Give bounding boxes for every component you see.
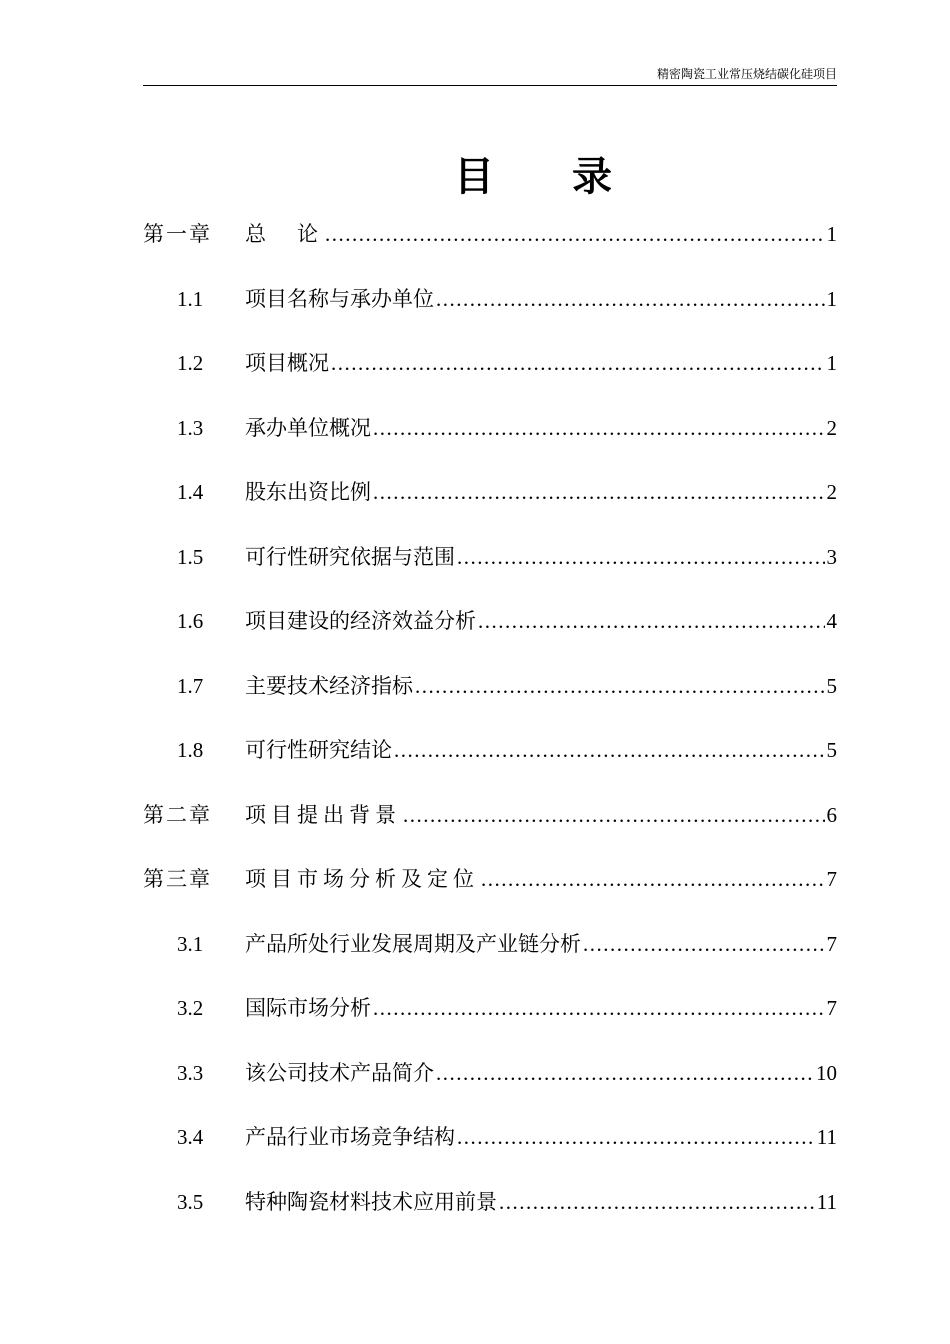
toc-entry-page: 1 [826,222,837,246]
toc-entry-number: 1.2 [177,351,204,375]
toc-entry-label: 项目名称与承办单位 [245,286,434,311]
toc-entry-label: 股东出资比例 [245,480,371,504]
toc-entry-number: 3.5 [177,1189,204,1214]
toc-title-char-1: 目 [454,153,494,200]
toc-entry[interactable] [143,267,837,332]
toc-entry[interactable] [143,654,837,719]
toc-title [0,150,950,204]
toc-entry-page: 7 [826,931,837,956]
toc-entry-label: 项目提出背景 [245,802,401,827]
toc-entry-number: 1.6 [177,609,204,633]
toc-entry[interactable] [143,976,837,1041]
toc-entry[interactable] [143,589,837,654]
toc-entry-number: 3.4 [177,1125,204,1149]
toc-entry-number: 第二章 [143,802,212,827]
toc-entry-page: 7 [826,867,837,891]
dot-leader [373,396,825,461]
running-header: 精密陶瓷工业常压烧结碳化硅项目 [143,66,837,86]
toc-entry-number: 第三章 [143,867,212,891]
toc-entry[interactable] [143,1105,837,1170]
toc-entry-number: 第一章 [143,222,212,246]
toc-entry-page: 11 [816,1189,837,1214]
toc-entry-label: 主要技术经济指标 [245,673,413,698]
toc-entry-page: 4 [826,609,837,633]
toc-entry-page: 10 [816,1060,837,1085]
toc-entry[interactable] [143,847,837,912]
dot-leader [373,460,825,525]
toc-entry-page: 2 [826,415,837,440]
toc-entry-page: 6 [826,802,837,827]
toc-entry-label: 承办单位概况 [245,415,371,440]
toc-entry-page: 7 [826,996,837,1020]
toc-entry-label: 可行性研究依据与范围 [245,544,455,569]
toc-entry-label: 项目概况 [245,351,329,375]
dot-leader [394,718,825,783]
toc-entry[interactable] [143,396,837,461]
toc-entry-page: 3 [826,544,837,569]
toc-entry-number: 1.8 [177,738,204,762]
toc-entry-label: 总 论 [245,222,323,246]
dot-leader [325,202,825,267]
toc-entry-page: 5 [826,673,837,698]
dot-leader [481,847,825,912]
toc-entry-page: 1 [826,351,837,375]
dot-leader [478,589,825,654]
toc-entry[interactable] [143,912,837,977]
dot-leader [436,1041,814,1106]
toc-entry-page: 1 [826,286,837,311]
toc-entry-number: 1.5 [177,544,204,569]
dot-leader [373,976,825,1041]
dot-leader [415,654,825,719]
toc-entry[interactable] [143,1041,837,1106]
toc-entry-page: 2 [826,480,837,504]
dot-leader [583,912,825,977]
toc-entry-label: 产品行业市场竞争结构 [245,1125,455,1149]
toc-entry-number: 1.3 [177,415,204,440]
table-of-contents [143,202,837,1234]
toc-entry-label: 可行性研究结论 [245,738,392,762]
dot-leader [457,1105,815,1170]
toc-entry-label: 特种陶瓷材料技术应用前景 [245,1189,497,1214]
toc-entry-label: 该公司技术产品简介 [245,1060,434,1085]
toc-entry-label: 国际市场分析 [245,996,371,1020]
toc-entry-page: 11 [816,1125,837,1149]
toc-entry-number: 1.1 [177,286,204,311]
toc-entry[interactable] [143,525,837,590]
toc-entry[interactable] [143,331,837,396]
toc-entry-label: 产品所处行业发展周期及产业链分析 [245,931,581,956]
toc-title-char-2: 录 [572,153,612,200]
toc-entry[interactable] [143,460,837,525]
toc-entry[interactable] [143,718,837,783]
dot-leader [436,267,825,332]
dot-leader [457,525,825,590]
toc-entry[interactable] [143,1170,837,1235]
dot-leader [331,331,825,396]
toc-entry[interactable] [143,202,837,267]
dot-leader [499,1170,815,1235]
dot-leader [403,783,825,848]
toc-entry-number: 1.4 [177,480,204,504]
toc-entry-page: 5 [826,738,837,762]
toc-entry-number: 3.1 [177,931,204,956]
toc-entry-label: 项目建设的经济效益分析 [245,609,476,633]
toc-entry-number: 3.2 [177,996,204,1020]
toc-entry-label: 项目市场分析及定位 [245,867,479,891]
toc-entry-number: 3.3 [177,1060,204,1085]
toc-entry-number: 1.7 [177,673,204,698]
toc-entry[interactable] [143,783,837,848]
